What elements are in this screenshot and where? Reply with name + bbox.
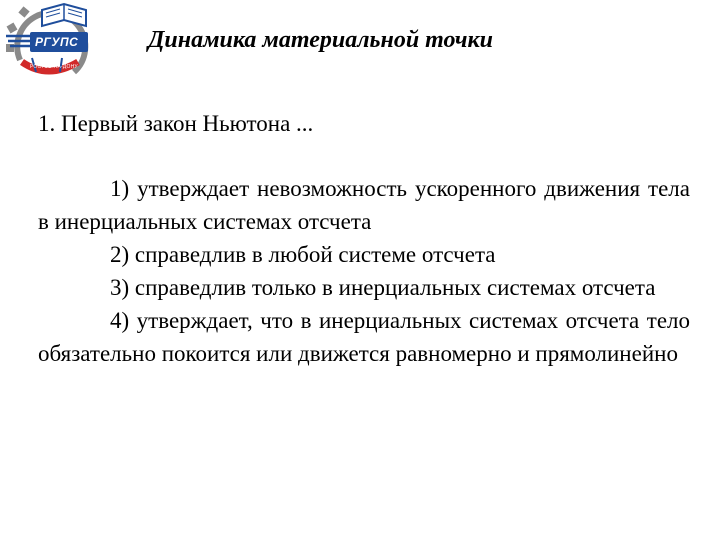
answer-option-1: 1) утверждает невозможность ускоренного движения тела в инерциальных системах отсчета: [38, 176, 690, 234]
answer-option-3: 3) справедлив только в инерциальных системах отсчета: [110, 275, 656, 300]
university-logo: [2, 0, 102, 84]
answer-option-4: 4) утверждает, что в инерциальных системах отсчета тело обязательно покоится или движется равномерно и прямолинейно: [38, 308, 690, 366]
slide-title: Динамика материальной точки: [148, 27, 494, 53]
answer-list: [38, 172, 690, 370]
question-text: 1. Первый закон Ньютона ...: [38, 111, 314, 136]
logo-text: РГУПС: [35, 35, 79, 49]
answer-option-2: 2) справедлив в любой системе отсчета: [110, 242, 496, 267]
logo-ring-text: РОСТОВ-НА-ДОНУ: [30, 64, 78, 70]
